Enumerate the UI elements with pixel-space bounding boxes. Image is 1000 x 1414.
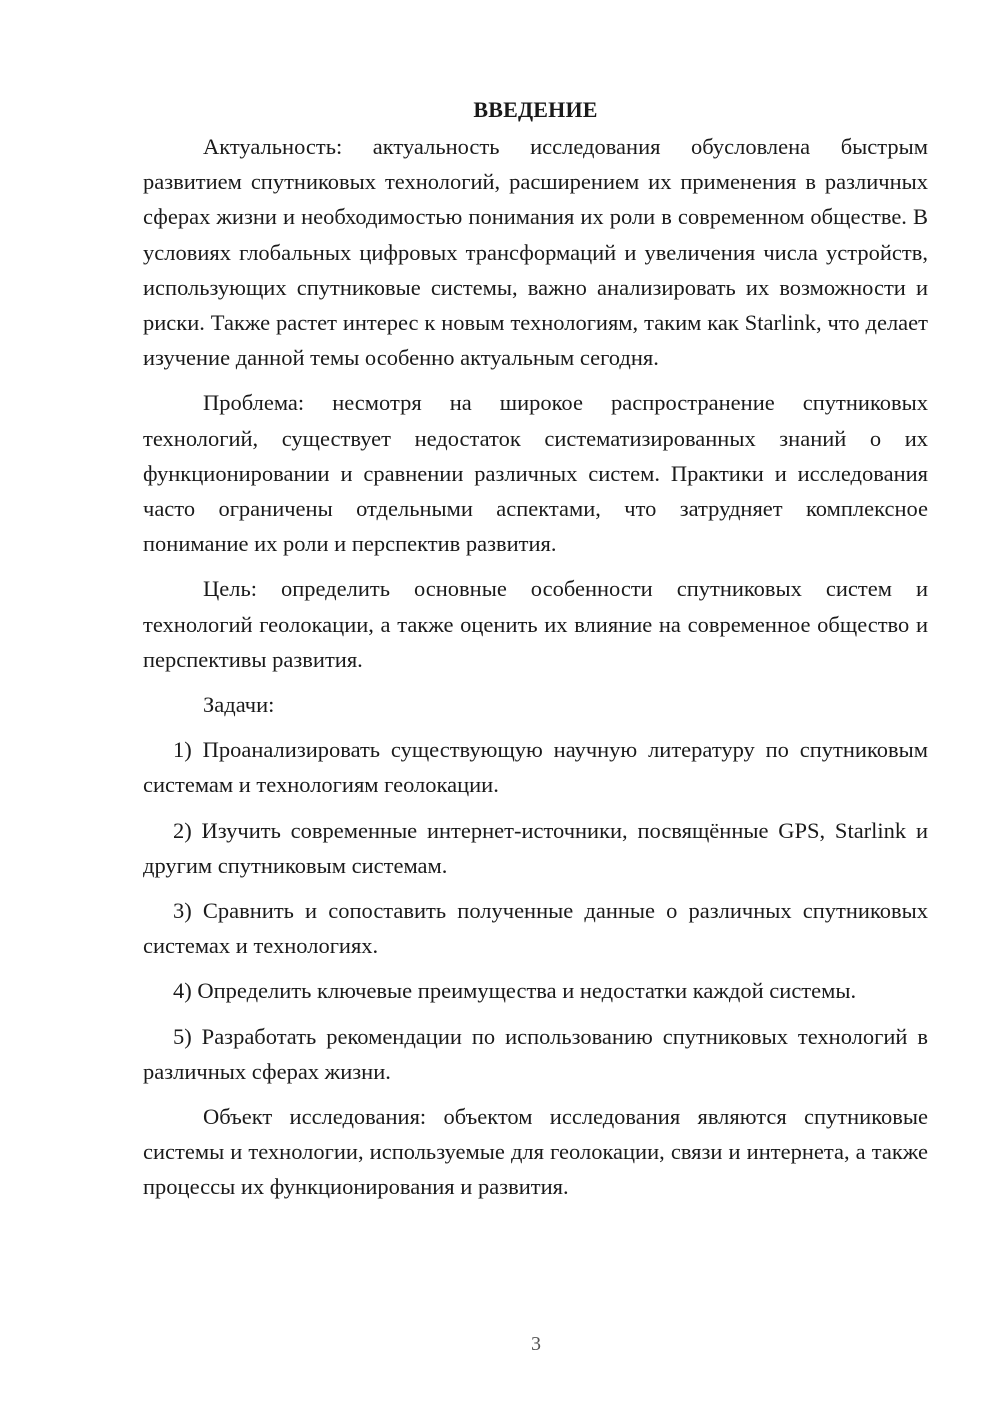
paragraph-relevance: Актуальность: актуальность исследования обусловлена быстрым развитием спутниковых технологий, расширением их применения в различных сферах жизни и необходимостью понимания их роли в современном обществе. В условиях глобальных цифровых трансформаций и увеличения числа устройств, использующих спутниковые системы, важно анализировать их возможности и риски. Также растет интерес к новым технологиям, таким как Starlink, что делает изучение данной темы особенно актуальным сегодня. xyxy=(143,134,928,371)
paragraph-object: Объект исследования: объектом исследования являются спутниковые системы и технологии, используемые для геолокации, связи и интернета, а также процессы их функционирования и развития. xyxy=(143,1104,928,1200)
paragraph-problem: Проблема: несмотря на широкое распространение спутниковых технологий, существует недостаток систематизированных знаний о их функционировании и сравнении различных систем. Практики и исследования часто ограничены отдельными аспектами, что затрудняет комплексное понимание их роли и перспектив развития. xyxy=(143,390,928,557)
task-item-1: 1) Проанализировать существующую научную литературу по спутниковым системам и технологиям геолокации. xyxy=(143,737,928,798)
paragraph-goal: Цель: определить основные особенности спутниковых систем и технологий геолокации, а также оценить их влияние на современное общество и перспективы развития. xyxy=(143,576,928,672)
task-item-3: 3) Сравнить и сопоставить полученные данные о различных спутниковых системах и технологиях. xyxy=(143,898,928,959)
tasks-label: Задачи: xyxy=(203,692,275,718)
task-list xyxy=(143,732,928,1089)
section-heading: ВВЕДЕНИЕ xyxy=(473,97,598,122)
task-item-4: 4) Определить ключевые преимущества и недостатки каждой системы. xyxy=(173,978,857,1004)
task-item-2: 2) Изучить современные интернет-источники, посвящённые GPS, Starlink и другим спутниковым системам. xyxy=(143,817,928,878)
page-content xyxy=(143,92,928,1215)
page-number: 3 xyxy=(531,1333,541,1355)
task-item-5: 5) Разработать рекомендации по использованию спутниковых технологий в различных сферах жизни. xyxy=(143,1023,928,1084)
